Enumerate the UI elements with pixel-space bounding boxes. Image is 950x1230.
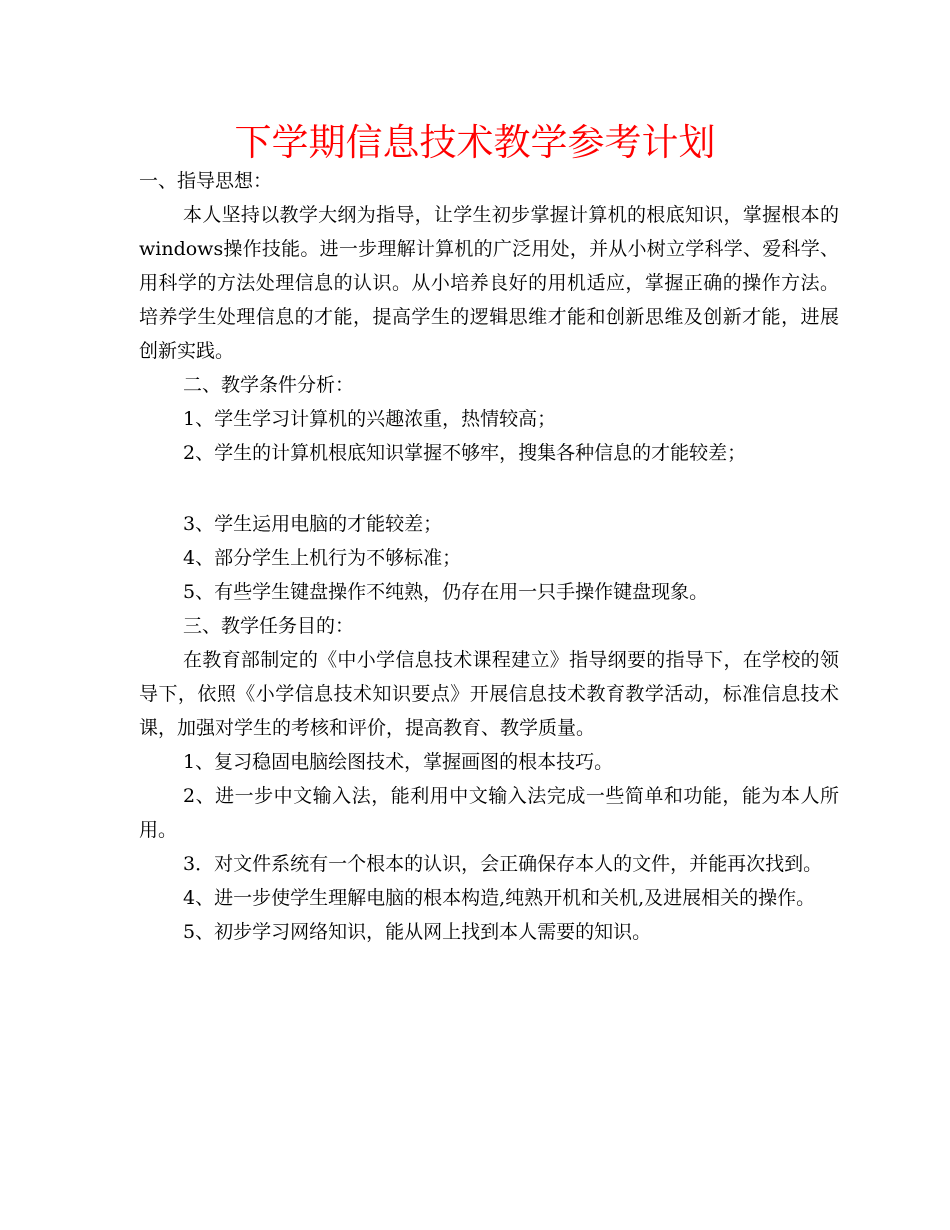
paragraph-guiding-thought: 本人坚持以教学大纲为指导，让学生初步掌握计算机的根底知识，掌握根本的windows操作技能。进一步理解计算机的广泛用处，并从小树立学科学、爱科学、用科学的方法处理信息的认识。从小培养良好的用机适应，掌握正确的操作方法。培养学生处理信息的才能，提高学生的逻辑思维才能和创新思维及创新才能，进展创新实践。 [139, 204, 839, 362]
list-item-condition-1: 1、学生学习计算机的兴趣浓重，热情较高； [183, 408, 557, 430]
list-item-goal-5: 5、初步学习网络知识，能从网上找到本人需要的知识。 [183, 921, 652, 943]
heading-teaching-goals: 三、教学任务目的： [183, 615, 355, 637]
list-item-goal-3: 3．对文件系统有一个根本的认识，会正确保存本人的文件，并能再次找到。 [183, 853, 823, 875]
list-item-condition-3: 3、学生运用电脑的才能较差； [183, 513, 443, 535]
list-item-condition-4: 4、部分学生上机行为不够标准； [183, 547, 462, 569]
list-item-condition-2: 2、学生的计算机根底知识掌握不够牢，搜集各种信息的才能较差； [183, 442, 747, 464]
list-item-goal-1: 1、复习稳固电脑绘图技术，掌握画图的根本技巧。 [183, 751, 614, 773]
list-item-goal-2: 2、进一步中文输入法，能利用中文输入法完成一些简单和功能，能为本人所用。 [139, 785, 839, 841]
document-title: 下学期信息技术教学参考计划 [234, 121, 716, 164]
list-item-goal-4: 4、进一步使学生理解电脑的根本构造,纯熟开机和关机,及进展相关的操作。 [183, 887, 816, 909]
document-body [139, 164, 839, 949]
heading-teaching-conditions: 二、教学条件分析： [183, 374, 355, 396]
heading-guiding-thought: 一、指导思想： [139, 170, 273, 192]
list-item-condition-5: 5、有些学生键盘操作不纯熟，仍存在用一只手操作键盘现象。 [183, 581, 709, 603]
paragraph-teaching-goals: 在教育部制定的《中小学信息技术课程建立》指导纲要的指导下，在学校的领导下，依照《小学信息技术知识要点》开展信息技术教育教学活动，标准信息技术课，加强对学生的考核和评价，提高教育、教学质量。 [139, 649, 839, 739]
